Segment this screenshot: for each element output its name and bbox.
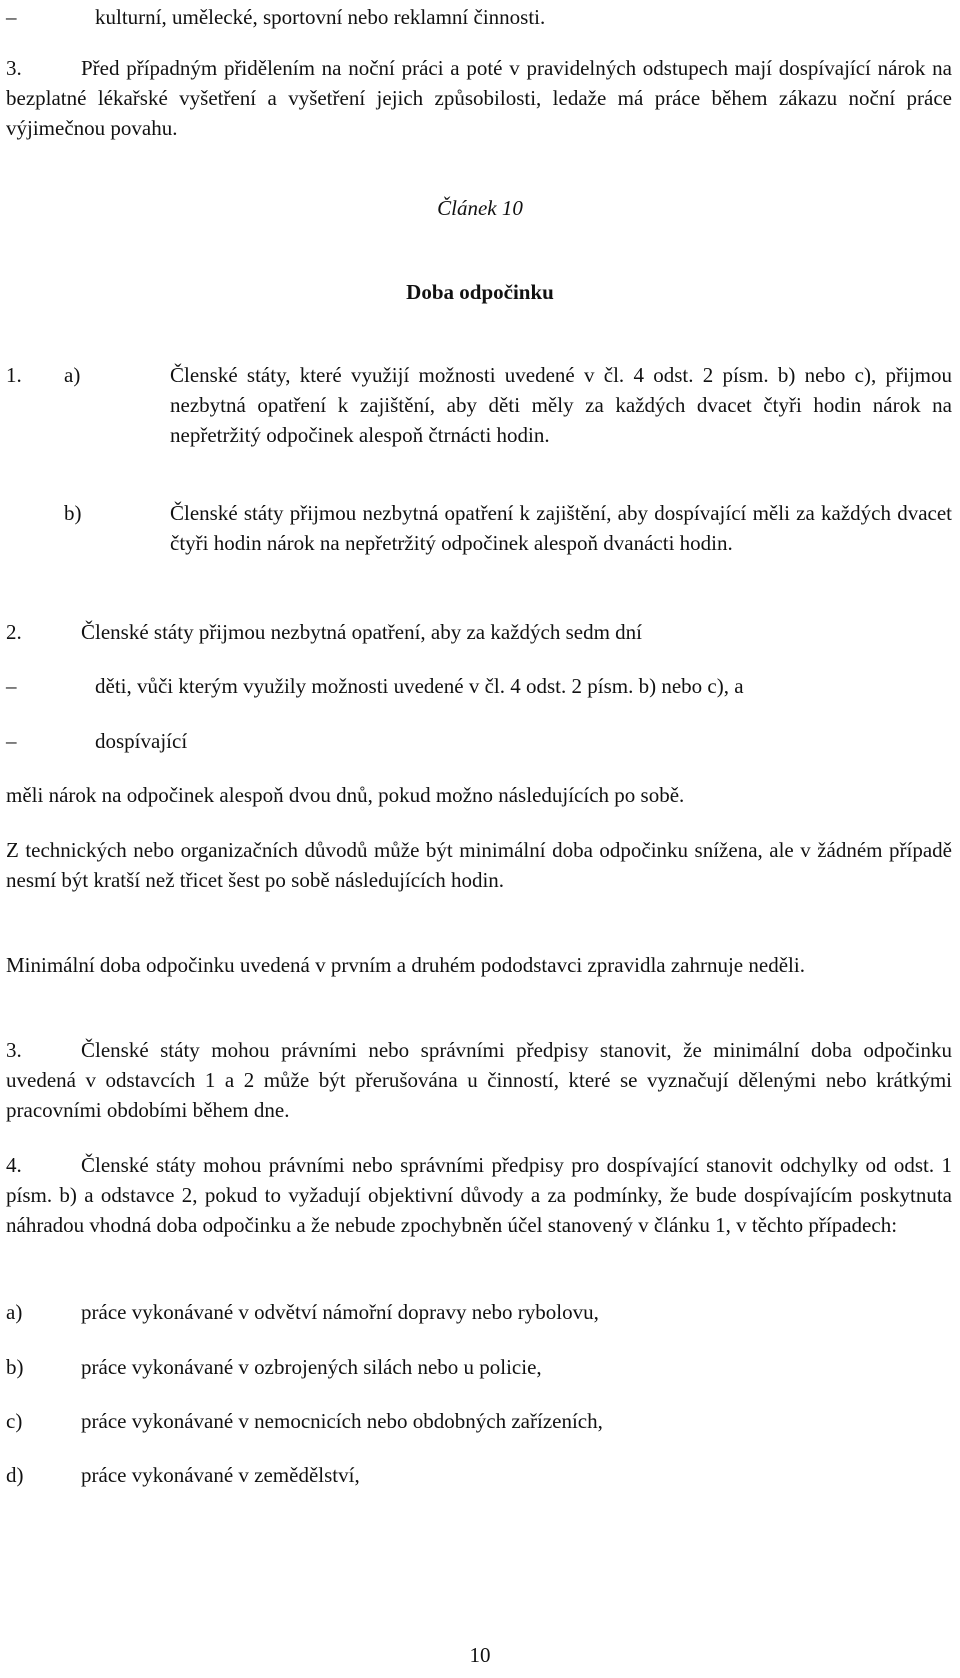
dash-marker: – <box>6 729 17 753</box>
paragraph-technical-reasons: Z technických nebo organizačních důvodů může být minimální doba odpočinku snížena, ale v žádném případě nesmí být kratší než třicet šest po sobě následujících hodin. <box>6 838 952 892</box>
paragraph-minimum-rest: Minimální doba odpočinku uvedená v prvním a druhém pododstavci zpravidla zahrnuje neděli. <box>6 953 805 977</box>
list-item-text: práce vykonávané v zemědělství, <box>81 1463 360 1487</box>
list-item-label: d) <box>6 1463 24 1487</box>
article-title: Doba odpočinku <box>406 280 554 304</box>
paragraph-1-number: 1. <box>6 363 22 387</box>
paragraph-number: 3. <box>6 1038 22 1062</box>
list-item-label: b) <box>6 1355 24 1379</box>
dash-item-adolescents: dospívající <box>95 729 188 753</box>
paragraph-number: 4. <box>6 1153 22 1177</box>
list-item-text: práce vykonávané v ozbrojených silách nebo u policie, <box>81 1355 542 1379</box>
subitem-b-text: Členské státy přijmou nezbytná opatření k zajištění, aby dospívající měli za každých dvacet čtyři hodin nárok na nepřetržitý odpočinek alespoň dvanácti hodin. <box>170 501 952 555</box>
paragraph-2-closing: měli nárok na odpočinek alespoň dvou dnů, pokud možno následujících po sobě. <box>6 783 685 807</box>
dash-marker: – <box>6 674 17 698</box>
paragraph-3-night-work <box>6 53 952 143</box>
list-item-label: a) <box>6 1300 23 1324</box>
paragraph-2-intro: Členské státy přijmou nezbytná opatření, aby za každých sedm dní <box>81 620 643 644</box>
subitem-a-text: Členské státy, které využijí možnosti uvedené v čl. 4 odst. 2 písm. b) nebo c), přijmou nezbytná opatření k zajištění, aby děti měly za každých dvacet čtyři hodin nárok na nepřetržitý odpočinek alespoň čtrnácti hodin. <box>170 363 952 447</box>
subitem-a-label: a) <box>64 363 81 387</box>
article-heading: Článek 10 <box>437 196 523 220</box>
dash-item-children: děti, vůči kterým využily možnosti uvedené v čl. 4 odst. 2 písm. b) nebo c), a <box>95 674 744 698</box>
dash-marker: – <box>6 5 17 29</box>
page-number: 10 <box>469 1643 491 1667</box>
paragraph-number: 3. <box>6 56 22 80</box>
paragraph-3-interruption <box>6 1035 952 1125</box>
paragraph-text: Členské státy mohou právními nebo správními předpisy stanovit, že minimální doba odpočinku uvedená v odstavcích 1 a 2 může být přerušována u činností, které se vyznačují dělenými nebo krátkými pracovními obdobími během dne. <box>6 1038 952 1122</box>
list-item-text: práce vykonávané v nemocnicích nebo obdobných zařízeních, <box>81 1409 603 1433</box>
list-item-text: práce vykonávané v odvětví námořní dopravy nebo rybolovu, <box>81 1300 599 1324</box>
paragraph-text: Členské státy mohou právními nebo správními předpisy pro dospívající stanovit odchylky od odst. 1 písm. b) a odstavce 2, pokud to vyžadují objektivní důvody a za podmínky, že bude dospívajícím poskytnuta náhradou vhodná doba odpočinku a že nebude zpochybněn účel stanovený v článku 1, v těchto případech: <box>6 1153 952 1237</box>
subitem-b-label: b) <box>64 501 82 525</box>
dash-item-text: kulturní, umělecké, sportovní nebo reklamní činnosti. <box>95 5 546 29</box>
list-item-label: c) <box>6 1409 23 1433</box>
paragraph-2-number: 2. <box>6 620 22 644</box>
paragraph-4-derogations <box>6 1150 952 1240</box>
paragraph-text: Před případným přidělením na noční práci a poté v pravidelných odstupech mají dospívající nárok na bezplatné lékařské vyšetření a vyšetření jejich způsobilosti, ledaže má práce během zákazu noční práce výjimečnou povahu. <box>6 56 952 140</box>
